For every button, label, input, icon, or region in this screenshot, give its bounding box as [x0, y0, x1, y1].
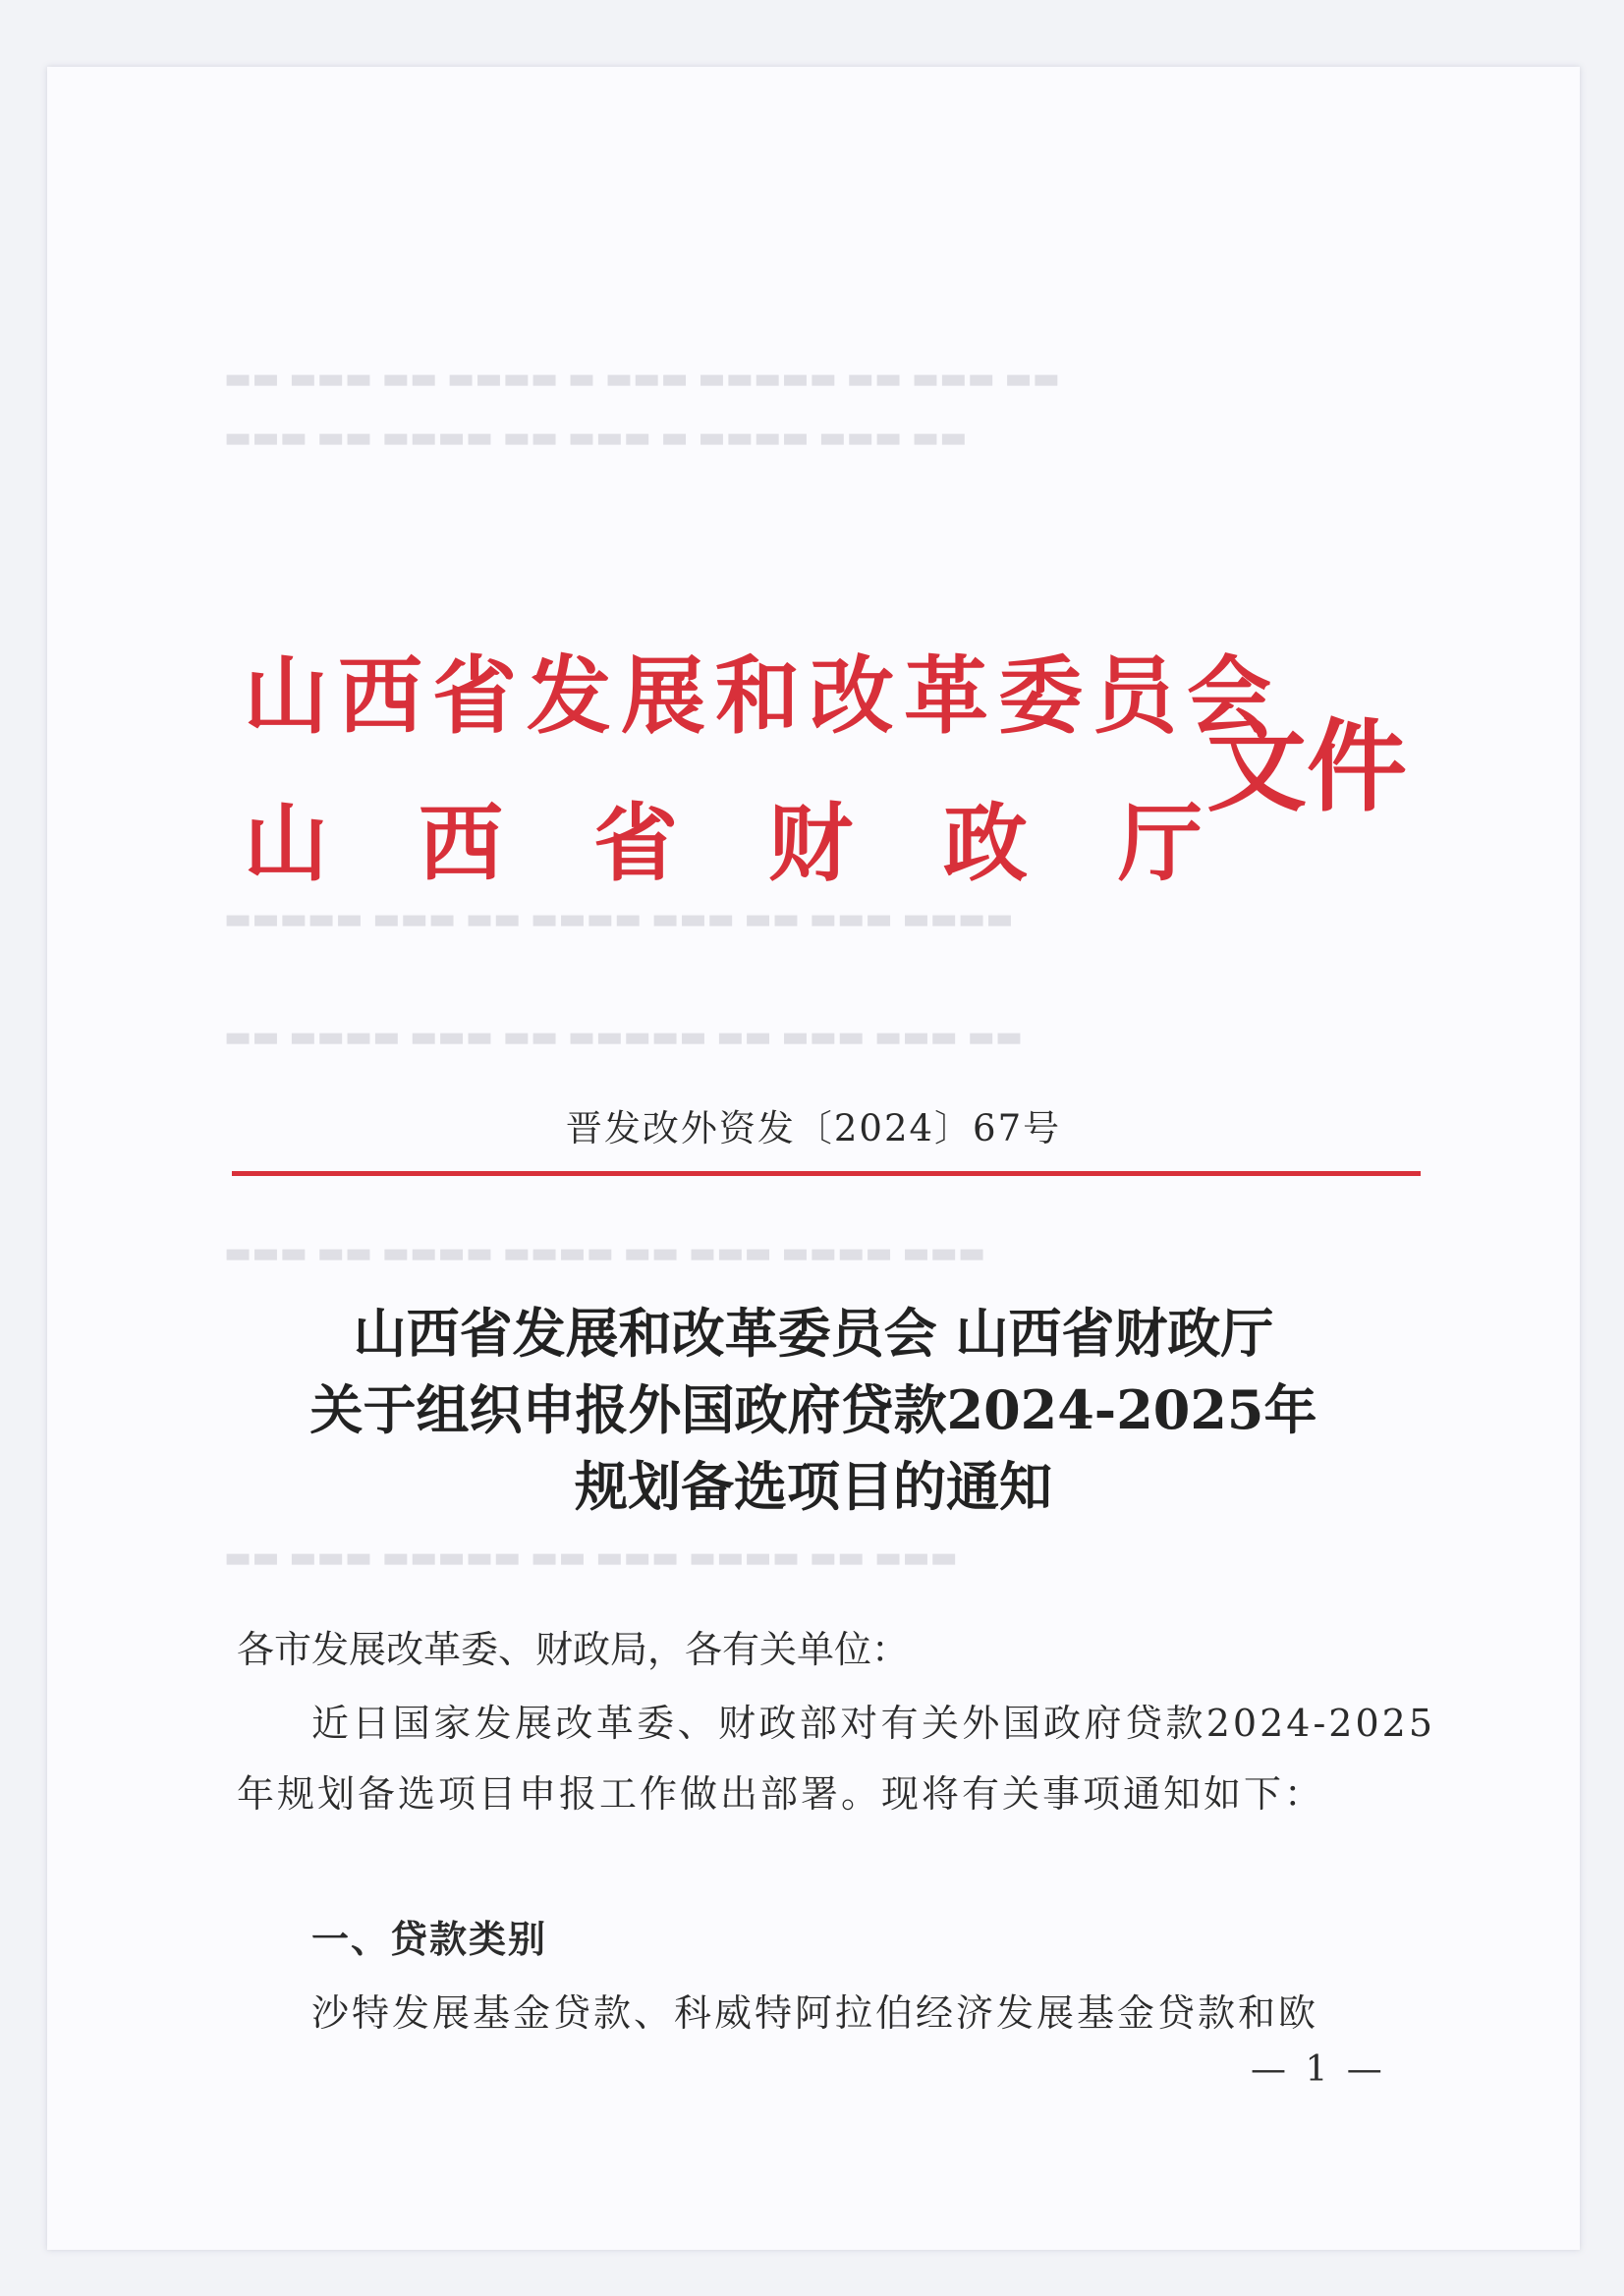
document-page	[47, 67, 1580, 2250]
body-paragraph-1: 近日国家发展改革委、财政部对有关外国政府贷款2024-2025年规划备选项目申报工作做出部署。现将有关事项通知如下：	[237, 1702, 1435, 1816]
issuer-name-2: 山西省财政厅	[244, 794, 1293, 893]
title-line-3: 规划备选项目的通知	[575, 1455, 1052, 1518]
title-line-2: 关于组织申报外国政府贷款2024-2025年	[309, 1378, 1317, 1441]
body-paragraph-2: 沙特发展基金贷款、科威特阿拉伯经济发展基金贷款和欧	[311, 1991, 1319, 2035]
bleed-through-text: ▬▬▬ ▬▬ ▬▬▬▬ ▬▬▬▬ ▬▬ ▬▬▬ ▬▬▬▬ ▬▬▬	[224, 1236, 986, 1270]
title-line-1: 山西省发展和改革委员会 山西省财政厅	[353, 1302, 1274, 1365]
document-header	[244, 637, 1442, 922]
document-title	[165, 1295, 1462, 1525]
issuer-name-1: 山西省发展和改革委员会	[244, 646, 1281, 746]
red-divider-line	[232, 1171, 1421, 1176]
bleed-through-text: ▬▬ ▬▬▬▬ ▬▬▬ ▬▬ ▬▬▬▬▬ ▬▬ ▬▬▬ ▬▬▬ ▬▬	[224, 1020, 1024, 1054]
section-heading-1: 一、贷款类别	[311, 1917, 548, 1961]
bleed-through-text: ▬▬▬▬▬ ▬▬▬ ▬▬ ▬▬▬▬ ▬▬▬ ▬▬ ▬▬▬ ▬▬▬▬	[224, 902, 1014, 936]
page-number: — 1 —	[1251, 2049, 1386, 2090]
bleed-through-text: ▬▬ ▬▬▬ ▬▬ ▬▬▬▬ ▬ ▬▬▬ ▬▬▬▬▬ ▬▬ ▬▬▬ ▬▬	[224, 362, 1061, 396]
bleed-through-text: ▬▬ ▬▬▬ ▬▬▬▬▬ ▬▬ ▬▬▬ ▬▬▬▬ ▬▬ ▬▬▬	[224, 1540, 959, 1575]
document-number: 晋发改外资发〔2024〕67号	[565, 1107, 1062, 1149]
document-type-label: 文件	[1206, 708, 1407, 826]
bleed-through-text: ▬▬▬ ▬▬ ▬▬▬▬ ▬▬ ▬▬▬ ▬ ▬▬▬▬ ▬▬▬ ▬▬	[224, 420, 968, 455]
salutation: 各市发展改革委、财政局，各有关单位：	[237, 1628, 910, 1671]
